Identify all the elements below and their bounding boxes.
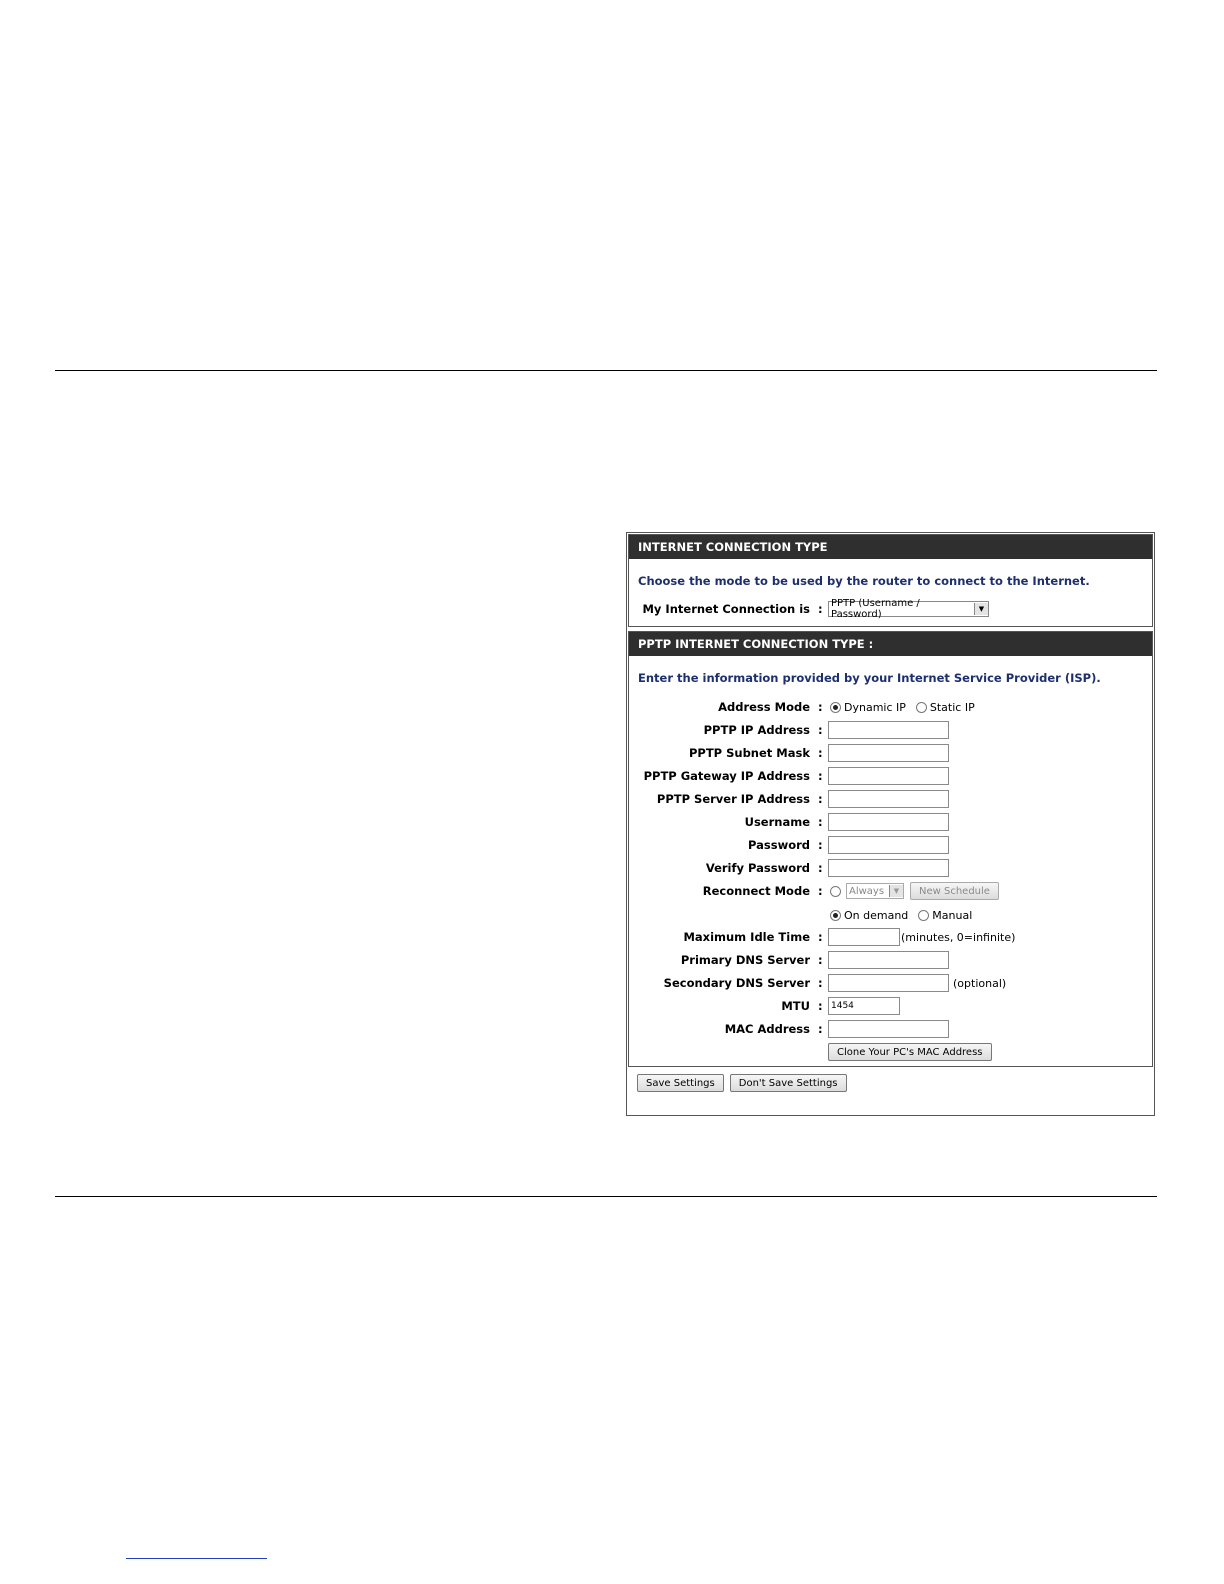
on-demand-radio[interactable]	[830, 910, 841, 921]
username-row	[629, 812, 1152, 834]
pptp-server-label: PPTP Server IP Address	[656, 792, 810, 806]
router-settings-panel	[626, 532, 1155, 1116]
max-idle-input[interactable]	[828, 928, 900, 946]
connection-type-label: My Internet Connection is	[642, 602, 810, 616]
max-idle-note: (minutes, 0=infinite)	[901, 930, 1016, 944]
pptp-gateway-label: PPTP Gateway IP Address	[643, 769, 810, 783]
static-ip-radio[interactable]	[916, 702, 927, 713]
pptp-subnet-label: PPTP Subnet Mask	[688, 746, 810, 760]
pptp-server-row	[629, 789, 1152, 811]
always-radio[interactable]	[830, 886, 841, 897]
pptp-intro: Enter the information provided by your Internet Service Provider (ISP).	[638, 671, 1101, 685]
pptp-connection-section	[628, 631, 1153, 1067]
secondary-dns-label: Secondary DNS Server	[663, 976, 810, 990]
username-label: Username	[744, 815, 810, 829]
reconnect-mode-row	[629, 881, 1152, 903]
username-input[interactable]	[828, 813, 949, 831]
colon: :	[818, 769, 823, 783]
pptp-ip-input[interactable]	[828, 721, 949, 739]
max-idle-row	[629, 927, 1152, 949]
on-demand-label: On demand	[844, 908, 909, 922]
pptp-subnet-row	[629, 743, 1152, 765]
mac-address-row	[629, 1019, 1152, 1041]
colon: :	[818, 792, 823, 806]
chevron-down-icon[interactable]: ▼	[889, 885, 903, 897]
verify-password-input[interactable]	[828, 859, 949, 877]
schedule-selected: Always	[849, 885, 885, 897]
address-mode-label: Address Mode	[718, 700, 810, 714]
colon: :	[818, 999, 823, 1013]
reconnect-options-row	[629, 905, 1152, 927]
primary-dns-row	[629, 950, 1152, 972]
internet-connection-type-header: INTERNET CONNECTION TYPE	[629, 535, 1152, 559]
reconnect-mode-label: Reconnect Mode	[702, 884, 810, 898]
connection-type-selected: PPTP (Username / Password)	[831, 598, 920, 620]
colon: :	[818, 700, 823, 714]
colon: :	[818, 953, 823, 967]
action-bar	[637, 1074, 847, 1092]
primary-dns-input[interactable]	[828, 951, 949, 969]
verify-password-row	[629, 858, 1152, 880]
dont-save-settings-button[interactable]: Don't Save Settings	[730, 1074, 847, 1092]
new-schedule-button[interactable]: New Schedule	[910, 882, 999, 900]
top-divider	[55, 370, 1157, 371]
secondary-dns-note: (optional)	[953, 976, 1007, 990]
colon: :	[818, 1022, 823, 1036]
mac-address-label: MAC Address	[724, 1022, 810, 1036]
dynamic-ip-radio[interactable]	[830, 702, 841, 713]
dynamic-ip-label: Dynamic IP	[844, 700, 906, 714]
colon: :	[818, 602, 823, 616]
verify-password-label: Verify Password	[705, 861, 810, 875]
colon: :	[818, 815, 823, 829]
schedule-select[interactable]	[846, 883, 904, 899]
bottom-divider	[55, 1196, 1157, 1197]
manual-radio[interactable]	[918, 910, 929, 921]
manual-label: Manual	[932, 908, 973, 922]
connection-type-select[interactable]	[828, 598, 989, 620]
secondary-dns-row	[629, 973, 1152, 995]
connection-type-row	[629, 599, 1152, 621]
colon: :	[818, 838, 823, 852]
pptp-ip-label: PPTP IP Address	[703, 723, 810, 737]
secondary-dns-input[interactable]	[828, 974, 949, 992]
colon: :	[818, 884, 823, 898]
colon: :	[818, 746, 823, 760]
pptp-section-header: PPTP INTERNET CONNECTION TYPE :	[629, 632, 1152, 656]
pptp-subnet-input[interactable]	[828, 744, 949, 762]
chevron-down-icon[interactable]: ▼	[974, 603, 988, 615]
pptp-ip-row	[629, 720, 1152, 742]
password-row	[629, 835, 1152, 857]
max-idle-label: Maximum Idle Time	[683, 930, 810, 944]
pptp-server-input[interactable]	[828, 790, 949, 808]
static-ip-label: Static IP	[929, 700, 975, 714]
mtu-input[interactable]	[828, 997, 900, 1015]
colon: :	[818, 723, 823, 737]
pptp-gateway-row	[629, 766, 1152, 788]
internet-connection-type-section	[628, 534, 1153, 627]
mac-address-input[interactable]	[828, 1020, 949, 1038]
primary-dns-label: Primary DNS Server	[680, 953, 810, 967]
colon: :	[818, 861, 823, 875]
save-settings-button[interactable]: Save Settings	[637, 1074, 724, 1092]
mtu-label: MTU	[781, 999, 810, 1013]
colon: :	[818, 930, 823, 944]
colon: :	[818, 976, 823, 990]
address-mode-row	[629, 697, 1152, 719]
connection-type-intro: Choose the mode to be used by the router to connect to the Internet.	[638, 574, 1090, 588]
password-input[interactable]	[828, 836, 949, 854]
clone-mac-row	[629, 1042, 1152, 1064]
footer-link-underline	[126, 1558, 267, 1559]
clone-mac-button[interactable]: Clone Your PC's MAC Address	[828, 1043, 992, 1061]
mtu-row	[629, 996, 1152, 1018]
pptp-gateway-input[interactable]	[828, 767, 949, 785]
password-label: Password	[748, 838, 810, 852]
